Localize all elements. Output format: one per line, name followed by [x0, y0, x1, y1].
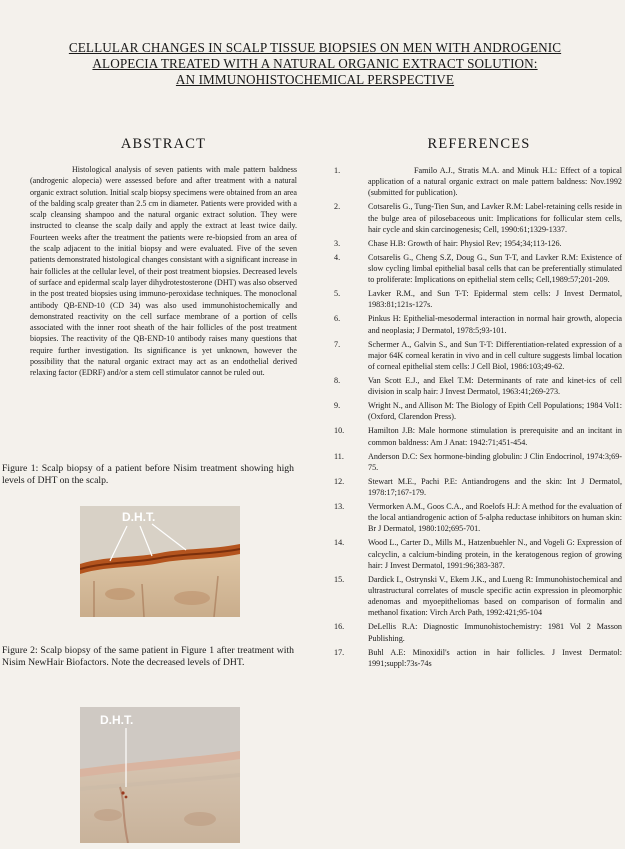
reference-number: 8.: [334, 376, 341, 386]
reference-item: [334, 165, 624, 199]
reference-text: Vermorken A.M., Goos C.A., and Roelofs H.J: A method for the evaluation of the local antiandrogenic action of 5-alpha reductase inhibitors on human skin: Br J Dermatol, 1980:102;695-701.: [368, 502, 622, 534]
reference-number: 4.: [334, 252, 341, 262]
reference-text: Dardick I., Ostrynski V., Ekem J.K., and Lueng R: Immunohistochemical and ultrastructural correlates of muscle specific actin expression in pleomorphic adenomas and myoepitheliomas based on comparison of formalin and methanol fixation: Virch Arch Path, 1992:421;95-104: [368, 574, 622, 618]
references-heading: REFERENCES: [427, 136, 531, 152]
paper-title: [30, 40, 600, 88]
reference-number: 6.: [334, 314, 341, 324]
reference-item: [334, 621, 624, 643]
figure-2-caption: Figure 2: Scalp biopsy of the same patient in Figure 1 after treatment with Nisim NewHair Biofactors. Note the decreased levels of DHT.: [2, 645, 294, 669]
abstract-text: Histological analysis of seven patients with male pattern baldness (androgenic alopecia) were assessed before and after treatment with a natural organic extract solution. Initial scalp biopsy specimens were obtained from an area of the balding scalp greater than 2.5 cm in diameter. Patients were provided with a scalp cleansing shampoo and the natural organic extract solution. They were instructed to cleanse the scalp daily and apply the extract at least twice daily. Fourteen weeks after the treatment the patients were re-biopsied from an area of the scalp adjacent to the initial biopsy and were evaluated. Five of the seven patients demonstrated histological changes consistant with a significant increase in hair follicles at the cellular level, of their post treatment biopsies. Decreased levels of surface and epidermal scalp layer dihydrotestosterone (DHT) was also observed in the post treated biopsies using immuno-peroxidase techniques. The monoclonal antibody QB-END-10 (CD 34) was also used immunohistochemically and demonstrated reactivity on the cell surface membrane of a portion of cells associated with the inner root sheath of the hair follicles of the post treatment biopsies. The reactivity of the QB-END-10 antibody raises many questions that require further investigation. Its significance is yet unknown, however the possibility that the natural organic extract may act as an endothelial derived relaxing factor (EDRF) and/or a stem cell stimulator cannot be ruled out.: [30, 165, 297, 378]
reference-item: [334, 313, 624, 335]
reference-text: Lavker R.M., and Sun T-T: Epidermal stem cells: J Invest Dermatol, 1983:81;121s-127s.: [368, 289, 622, 310]
references-list: [334, 165, 624, 672]
reference-number: 16.: [334, 622, 345, 632]
reference-item: [334, 451, 624, 473]
reference-item: [334, 501, 624, 535]
reference-number: 14.: [334, 538, 345, 548]
reference-number: 5.: [334, 289, 341, 299]
reference-number: 13.: [334, 502, 345, 512]
reference-item: [334, 288, 624, 310]
reference-text: Schermer A., Galvin S., and Sun T-T: Differentiation-related expression of a major 64K corneal keratin in vivo and in cell culture suggests limbal location of corneal epithelial stem cells: J Cell Biol, 1986:103;49-62.: [368, 339, 622, 372]
reference-text: Familo A.J., Stratis M.A. and Minuk H.L: Effect of a topical application of a natural organic extract on male pattern baldness: Nov.1992 (submitted for publication).: [368, 166, 622, 198]
title-line: ALOPECIA TREATED WITH A NATURAL ORGANIC EXTRACT SOLUTION:: [92, 56, 538, 71]
reference-number: 10.: [334, 426, 345, 436]
reference-number: 15.: [334, 574, 345, 584]
reference-item: [334, 537, 624, 571]
reference-number: 3.: [334, 238, 341, 248]
reference-text: Pinkus H: Epithelial-mesodermal interaction in normal hair growth, alopecia and neoplasia; J Dermatol, 1978:5;93-101.: [368, 314, 622, 335]
reference-text: Cotsarelis G., Tung-Tien Sun, and Lavker R.M: Label-retaining cells reside in the bulge area of pilosebaceous unit: Implications for follicular stem cells, hair cycle and skin carcinogenesis; Cell, 1990:61;1329-1337.: [368, 202, 622, 234]
reference-text: Buhl A.E: Minoxidil's action in hair follicles. J Invest Dermatol: 1991;suppl:73s-74s: [368, 647, 622, 668]
reference-text: Chase H.B: Growth of hair: Physiol Rev; 1954;34;113-126.: [368, 238, 562, 248]
reference-number: 11.: [334, 451, 344, 461]
reference-item: [334, 647, 624, 669]
reference-text: Wood L., Carter D., Mills M., Hatzenbuehler N., and Vogeli G: Expression of calcyclin, a calcium-binding protein, in the keratogenous region of growing hair: J Invest Dermatol, 1991:96;383-387.: [368, 538, 622, 570]
reference-number: 17.: [334, 647, 345, 657]
reference-text: DeLellis R.A: Diagnostic Immunohistochemistry: 1981 Vol 2 Masson Publishing.: [368, 622, 622, 643]
reference-item: [334, 375, 624, 397]
abstract-heading: ABSTRACT: [120, 136, 207, 152]
title-line: AN IMMUNOHISTOCHEMICAL PERSPECTIVE: [175, 72, 455, 87]
title-line: CELLULAR CHANGES IN SCALP TISSUE BIOPSIES ON MEN WITH ANDROGENIC: [68, 40, 562, 55]
reference-number: 2.: [334, 202, 341, 212]
reference-text: Wright N., and Allison M: The Biology of Epith Cell Populations; 1984 Vol1:(Oxford, Clarendon Press).: [368, 401, 622, 422]
reference-item: [334, 339, 624, 373]
reference-item: [334, 425, 624, 447]
figure-1-image: [80, 506, 240, 617]
reference-text: Cotsarelis G., Cheng S.Z, Doug G., Sun T-T, and Lavker R.M: Existence of slow cycling limbal epithelial basal cells that can be preferentially stimulated to proliferate: Implications on epithelial stem cells; Cell,1989:57;201-209.: [368, 252, 622, 285]
reference-text: Stewart M.E., Pachi P.E: Antiandrogens and the skin: Int J Dermatol, 1978:17;167-179.: [368, 476, 622, 498]
reference-item: [334, 574, 624, 619]
figure-1-label: D.H.T.: [122, 510, 156, 524]
reference-text: Hamilton J.B: Male hormone stimulation is prerequisite and an incitant in common baldness: Am J Anat: 1942:71;451-454.: [368, 426, 622, 447]
reference-item: [334, 476, 624, 498]
figure-2-image: [80, 707, 240, 843]
reference-item: [334, 201, 624, 235]
reference-number: 1.: [334, 166, 341, 175]
reference-number: 12.: [334, 476, 345, 486]
figure-1-caption: Figure 1: Scalp biopsy of a patient before Nisim treatment showing high levels of DHT on the scalp.: [2, 463, 294, 487]
reference-item: [334, 400, 624, 422]
reference-item: [334, 238, 624, 249]
reference-item: [334, 252, 624, 286]
figure-2-label: D.H.T.: [100, 713, 134, 727]
reference-number: 9.: [334, 401, 341, 411]
reference-text: Van Scott E.J., and Ekel T.M: Determinants of rate and kinet-ics of cell division in scalp hair: J Invest Dermatol, 1963:41;269-273.: [368, 376, 622, 397]
reference-text: Anderson D.C: Sex hormone-binding globulin: J Clin Endocrinol, 1974:3;69-75.: [368, 451, 622, 472]
reference-number: 7.: [334, 339, 341, 349]
